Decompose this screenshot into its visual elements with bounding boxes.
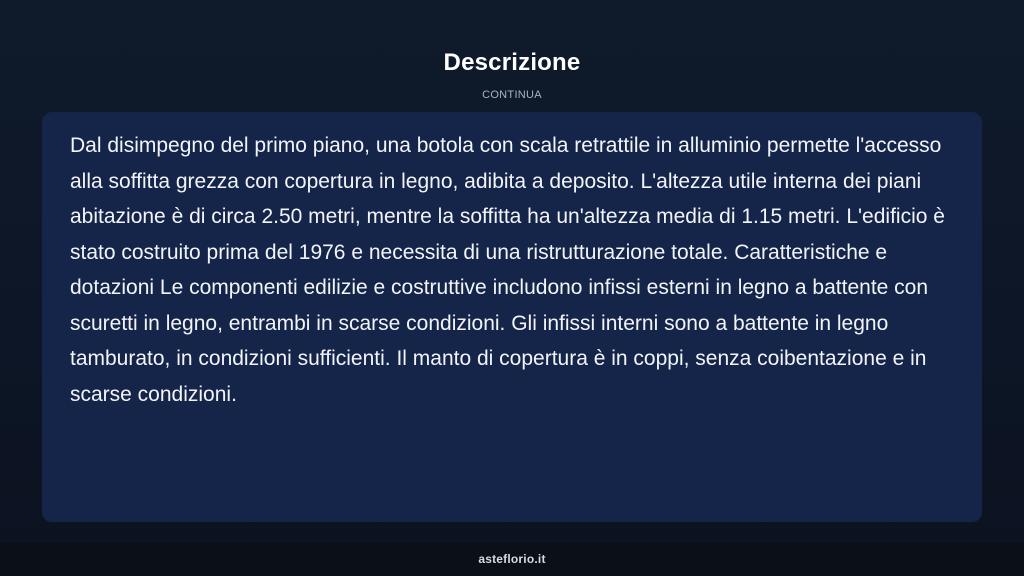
page-header [0,48,1024,102]
footer-site-label: asteflorio.it [478,552,546,566]
description-card [42,112,982,522]
footer-bar [0,543,1024,576]
page-subtitle: CONTINUA [482,89,542,101]
description-text: Dal disimpegno del primo piano, una botola con scala retrattile in alluminio permette l'accesso alla soffitta grezza con copertura in legno, adibita a deposito. L'altezza utile interna dei piani abitazione è di circa 2.50 metri, mentre la soffitta ha un'altezza media di 1.15 metri. L'edificio è stato costruito prima del 1976 e necessita di una ristrutturazione totale. Caratteristiche e dotazioni Le componenti edilizie e costruttive includono infissi esterni in legno a battente con scuretti in legno, entrambi in scarse condizioni. Gli infissi interni sono a battente in legno tamburato, in condizioni sufficienti. Il manto di copertura è in coppi, senza coibentazione e in scarse condizioni. [70,134,945,406]
page-title: Descrizione [443,49,581,76]
